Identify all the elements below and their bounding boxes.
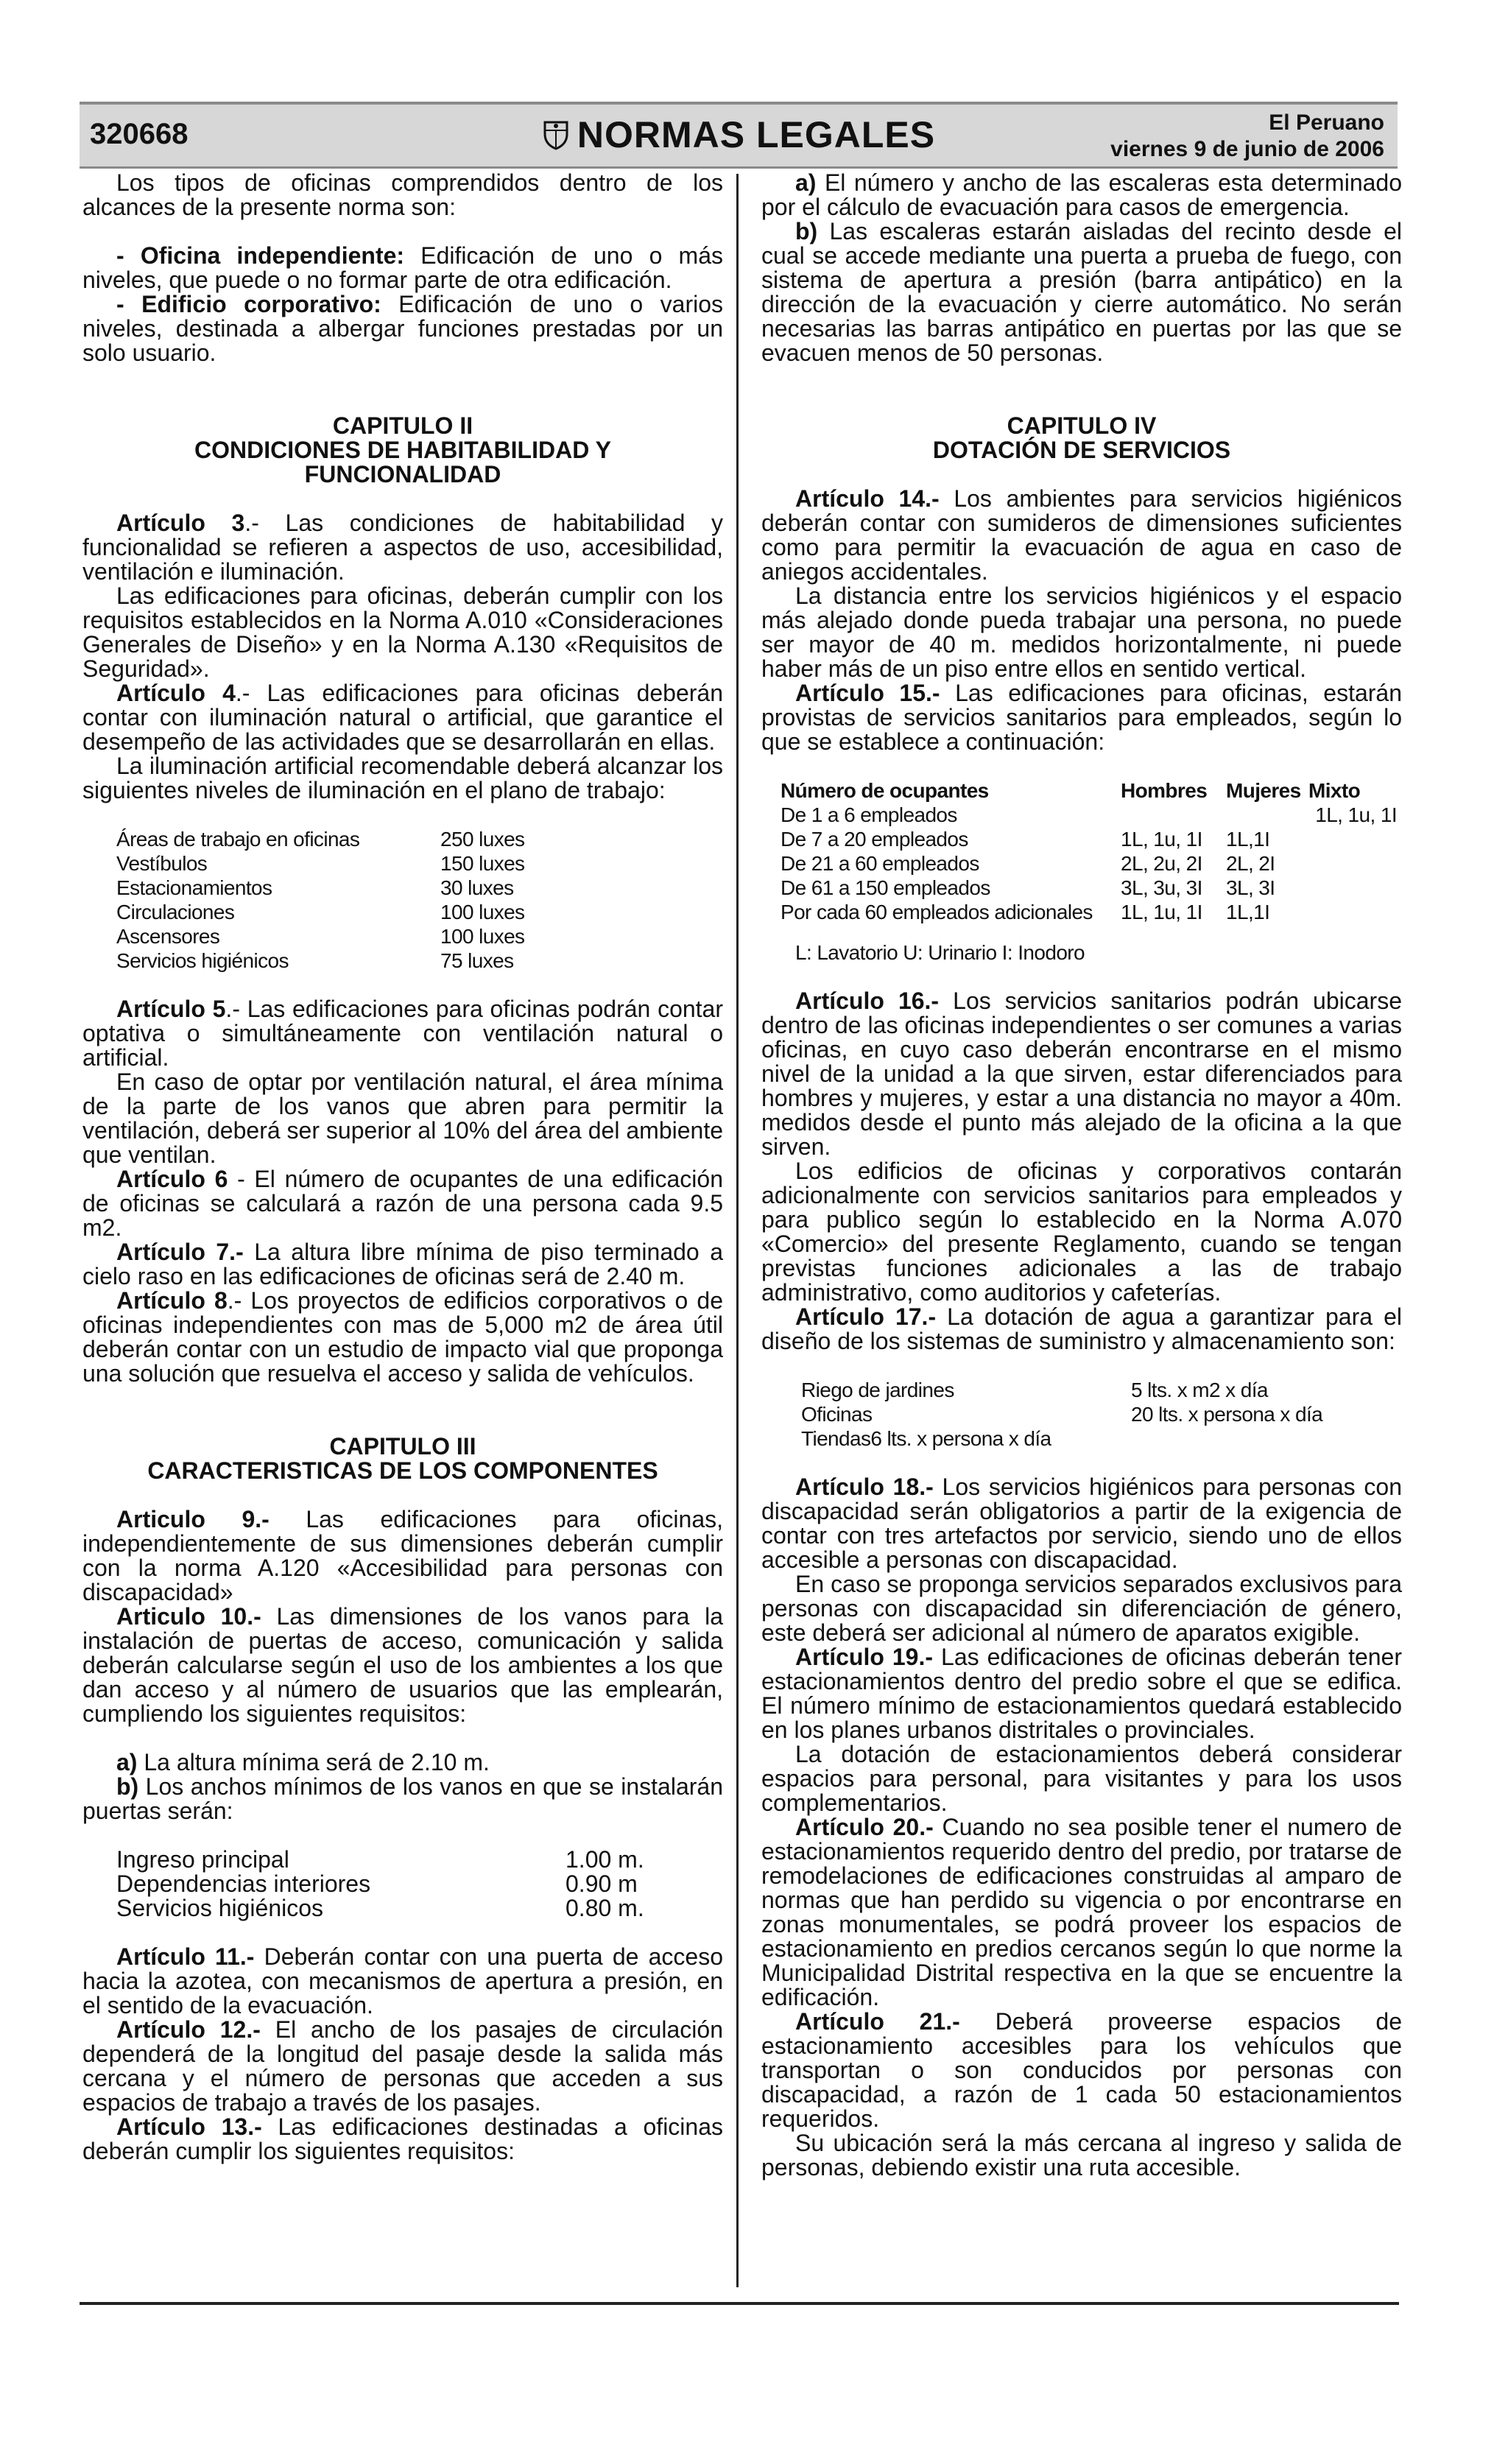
article-5-paragraph-2: En caso de optar por ventilación natural, el área mínima de la parte de los vanos que abren para permitir la ventilación, deberá ser superior al 10% del área del ambiente que ventilan. [82, 1069, 723, 1168]
page-number: 320668 [90, 118, 188, 150]
table-row: Estacionamientos 30 luxes [116, 876, 514, 899]
table-row: Por cada 60 empleados adicionales 1L, 1u, 1I 1L,1I [781, 901, 1270, 923]
article-7: Artículo 7.- La altura libre mínima de piso terminado a cielo raso en las edificaciones de oficinas será de 2.40 m. [82, 1239, 723, 1289]
right-column [761, 171, 1402, 2180]
article-10-a: a) La altura mínima será de 2.10 m. [116, 1749, 490, 1775]
article-12: Artículo 12.- El ancho de los pasajes de circulación dependerá de la longitud del pasaje desde la salida más cercana y el número de personas que acceden a sus espacios de trabajo a través de los pasajes. [82, 2016, 724, 2116]
table-row: Tiendas6 lts. x persona x día [801, 1427, 1051, 1450]
table-row: Ingreso principal 1.00 m. [116, 1846, 644, 1873]
left-column [82, 171, 723, 2164]
article-5: Artículo 5.- Las edificaciones para oficinas podrán contar optativa o simultáneamente con ventilación natural o artificial. [82, 996, 724, 1071]
intro-paragraph: Los tipos de oficinas comprendidos dentro de los alcances de la presente norma son: [82, 169, 723, 220]
table-row: Áreas de trabajo en oficinas 250 luxes [116, 828, 525, 851]
article-18: Artículo 18.- Los servicios higiénicos para personas con discapacidad serán obligatorios a partir de la exigencia de contar con tres artefactos por servicio, siendo uno de ellos accesible a personas con discapacidad. [761, 1474, 1403, 1573]
article-6: Artículo 6 - El número de ocupantes de una edificación de oficinas se calculará a razón de una persona cada 9.5 m2. [82, 1166, 724, 1241]
article-13: Artículo 13.- Las edificaciones destinadas a oficinas deberán cumplir los siguientes requisitos: [82, 2113, 724, 2164]
publication-name: El Peruano [1269, 110, 1384, 135]
article-18-paragraph-2: En caso se proponga servicios separados exclusivos para personas con discapacidad sin diferenciación de género, este deberá ser adicional al número de aparatos exigible. [761, 1571, 1402, 1646]
article-11: Artículo 11.- Deberán contar con una puerta de acceso hacia la azotea, con mecanismos de apertura a presión, en el sentido de la evacuación. [82, 1943, 724, 2018]
chapter-2-subtitle-1: CONDICIONES DE HABITABILIDAD Y [194, 437, 611, 463]
office-type-corporate: - Edificio corporativo: Edificación de uno o varios niveles, destinada a albergar funciones prestadas por un solo usuario. [82, 291, 724, 366]
article-14: Artículo 14.- Los ambientes para servicios higiénicos deberán contar con sumideros de dimensiones suficientes como para permitir la evacuación de agua en caso de aniegos accidentales. [761, 485, 1403, 585]
article-4: Artículo 4.- Las edificaciones para oficinas deberán contar con iluminación natural o artificial, que garantice el desempeño de las actividades que se desarrollarán en ellas. [82, 680, 724, 755]
table-row: De 1 a 6 empleados 1L, 1u, 1I [781, 803, 1397, 826]
section-title-text: NORMAS LEGALES [577, 114, 936, 155]
table-header-row: Número de ocupantes Hombres Mujeres Mixto [781, 779, 1361, 802]
footer-rule [80, 2302, 1399, 2305]
chapter-3-title: CAPITULO III [329, 1433, 476, 1460]
article-4-paragraph-2: La iluminación artificial recomendable deberá alcanzar los siguientes niveles de iluminación en el plano de trabajo: [82, 753, 723, 803]
chapter-2-subtitle-2: FUNCIONALIDAD [304, 461, 501, 487]
article-15: Artículo 15.- Las edificaciones para oficinas, estarán provistas de servicios sanitarios para empleados, según lo que se establece a continuación: [761, 680, 1403, 755]
table-row: De 61 a 150 empleados 3L, 3u, 3I 3L, 3I [781, 876, 1275, 899]
article-8: Artículo 8.- Los proyectos de edificios corporativos o de oficinas independientes con mas de 5,000 m2 de área útil deberán contar con un estudio de impacto vial que proponga una solución que resuelva el acceso y salida de vehículos. [82, 1287, 724, 1387]
article-14-paragraph-2: La distancia entre los servicios higiénicos y el espacio más alejado donde pueda trabajar una persona, no puede ser mayor de 40 m. medidos horizontalmente, ni puede haber más de un piso entre ellos en sentido vertical. [761, 582, 1402, 682]
water-table [761, 1378, 1402, 1451]
article-16: Artículo 16.- Los servicios sanitarios podrán ubicarse dentro de las oficinas independientes o ser comunes a varias oficinas, en cuyo caso deberán encontrarse en el mismo nivel de la unidad a la que sirven, estar diferenciados para hombres y mujeres, y estar a una distancia no mayor a 40m. medidos desde el punto más alejado de la oficina a la que sirven. [761, 988, 1403, 1160]
article-21-paragraph-2: Su ubicación será la más cercana al ingreso y salida de personas, debiendo existir una ruta accesible. [761, 2130, 1402, 2180]
article-21: Artículo 21.- Deberá proveerse espacios de estacionamiento accesibles para los vehículos que transportan o son conducidos por personas con discapacidad, a razón de 1 cada 50 estacionamientos requeridos. [761, 2008, 1402, 2132]
table-row: Circulaciones 100 luxes [116, 901, 525, 923]
article-17: Artículo 17.- La dotación de agua a garantizar para el diseño de los sistemas de suministro y almacenamiento son: [761, 1303, 1402, 1354]
chapter-4-title: CAPITULO IV [1007, 412, 1157, 439]
page-header [80, 102, 1398, 169]
article-10-b: b) Los anchos mínimos de los vanos en que se instalarán puertas serán: [82, 1773, 723, 1824]
article-3: Artículo 3.- Las condiciones de habitabilidad y funcionalidad se refieren a aspectos de uso, accesibilidad, ventilación e iluminación. [82, 510, 724, 585]
article-19: Artículo 19.- Las edificaciones de oficinas deberán tener estacionamientos dentro del predio sobre el que se edifica. El número mínimo de estacionamientos quedará establecido en los planes urbanos distritales o provinciales. [761, 1644, 1403, 1743]
article-9: Articulo 9.- Las edificaciones para oficinas, independientemente de sus dimensiones deberán cumplir con la norma A.120 «Accesibilidad para personas con discapacidad» [82, 1506, 723, 1605]
office-type-independent: - Oficina independiente: Edificación de uno o más niveles, que puede o no formar parte de otra edificación. [82, 242, 724, 293]
table-row: Ascensores 100 luxes [116, 925, 525, 948]
chapter-3-subtitle: CARACTERISTICAS DE LOS COMPONENTES [147, 1457, 658, 1484]
chapter-4-subtitle: DOTACIÓN DE SERVICIOS [932, 437, 1231, 463]
chapter-2-title: CAPITULO II [332, 412, 473, 439]
article-10: Articulo 10.- Las dimensiones de los vanos para la instalación de puertas de acceso, comunicación y salida deberán calcularse según el uso de los ambientes a los que dan acceso y al número de usuarios que las emplearán, cumpliendo los siguientes requisitos: [82, 1603, 723, 1727]
article-3-paragraph-2: Las edificaciones para oficinas, deberán cumplir con los requisitos establecidos en la Norma A.010 «Consideraciones Generales de Diseño» y en la Norma A.130 «Requisitos de Seguridad». [82, 582, 723, 682]
publication-info [1110, 110, 1384, 162]
table-row: De 21 a 60 empleados 2L, 2u, 2I 2L, 2I [781, 852, 1275, 875]
sanitary-legend: L: Lavatorio U: Urinario I: Inodoro [795, 941, 1085, 964]
sanitary-table [761, 778, 1402, 965]
requirement-a: a) El número y ancho de las escaleras esta determinado por el cálculo de evacuación para casos de emergencia. [761, 169, 1402, 220]
article-20: Artículo 20.- Cuando no sea posible tener el numero de estacionamientos requerido dentro del predio, por tratarse de remodelaciones de edificaciones construidas al amparo de normas que han perdido su vigencia o por encontrarse en zonas monumentales, se podrá proveer los espacios de estacionamiento en predios cercanos según lo que norme la Municipalidad Distrital respectiva en la que se encuentre la edificación. [761, 1814, 1403, 2010]
table-row: De 7 a 20 empleados 1L, 1u, 1I 1L,1I [781, 828, 1270, 851]
publication-date: viernes 9 de junio de 2006 [1110, 137, 1384, 161]
article-16-paragraph-2: Los edificios de oficinas y corporativos contarán adicionalmente con servicios sanitarios para empleados y para publico según lo establecido en la Norma A.070 «Comercio» del presente Reglamento, cuando se tengan previstas funciones adicionales a las de trabajo administrativo, como auditorios y cafeterías. [761, 1158, 1402, 1306]
article-19-paragraph-2: La dotación de estacionamientos deberá considerar espacios para personal, para visitantes y para los usos complementarios. [761, 1741, 1402, 1816]
door-width-table [82, 1848, 723, 1921]
column-divider [736, 174, 739, 2287]
requirement-b: b) Las escaleras estarán aisladas del recinto desde el cual se accede mediante una puerta a prueba de fuego, con sistema de apertura a presión (barra antipático) en la dirección de la evacuación y cierre automático. No serán necesarias las barras antipático en puertas por las que se evacuen menos de 50 personas. [761, 218, 1402, 366]
table-row: Vestíbulos 150 luxes [116, 852, 525, 875]
coat-of-arms-icon [542, 119, 570, 150]
lux-table [82, 827, 723, 973]
table-row: Oficinas 20 lts. x persona x día [801, 1403, 1323, 1426]
table-row: Servicios higiénicos 0.80 m. [116, 1895, 644, 1921]
table-row: Riego de jardines 5 lts. x m2 x día [801, 1379, 1268, 1401]
table-row: Dependencias interiores 0.90 m [116, 1870, 638, 1897]
table-row: Servicios higiénicos 75 luxes [116, 949, 514, 972]
